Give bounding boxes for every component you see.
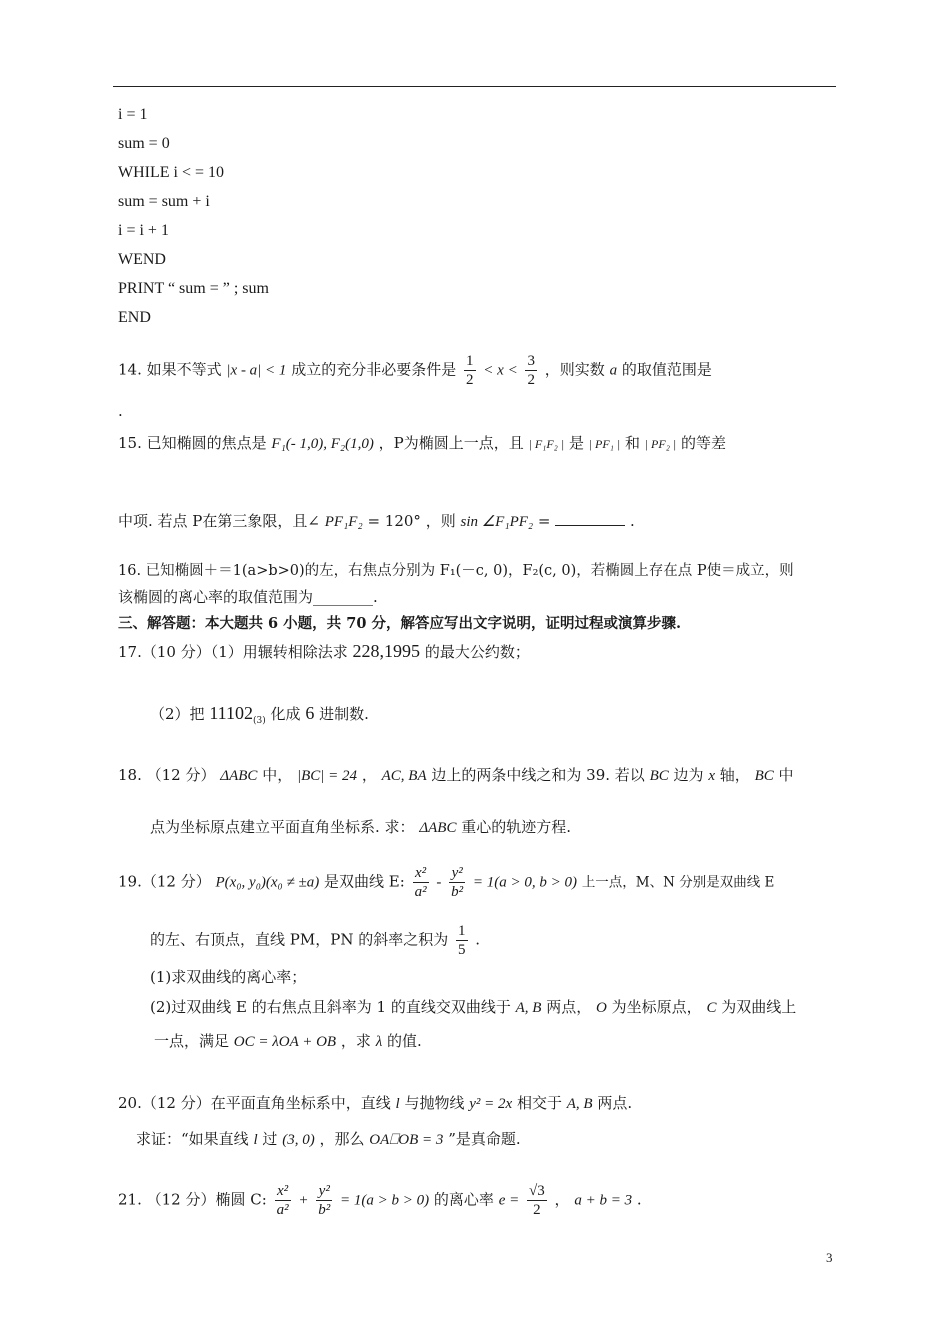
q14-fraction-1: $\frac{1}{2}$ (466, 353, 474, 388)
q19-frac-y: $\frac{\text{y²}}{\text{b²}}$ (451, 865, 464, 900)
q21-condition: = 1(a > b > 0) (340, 1192, 430, 1209)
q15-text-a: 15. 已知椭圆的焦点是 (118, 434, 267, 452)
question-18-line-2 (150, 816, 571, 839)
question-19-part-1: (1)求双曲线的离心率； (150, 968, 307, 986)
q18-bc: |BC| = 24 (296, 768, 358, 784)
question-18-line-1 (118, 764, 794, 787)
q19-text-c: 是双曲线 E: (324, 872, 405, 891)
question-17-line-1 (118, 640, 530, 663)
q14-fraction-2: $\frac{3}{2}$ (527, 353, 535, 388)
q14-inequality: |x - a| < 1 (226, 362, 287, 379)
q15-text-2c: = 120° ，则 (367, 512, 456, 530)
q17-target-base: 6 (305, 703, 315, 723)
q20-text-c: 与抛物线 (404, 1094, 465, 1112)
code-line-8: END (118, 309, 151, 326)
q14-period: . (118, 402, 123, 420)
q15-text-c: ，P为椭圆上一点，且 (378, 434, 524, 452)
q18-text-m: 中 (778, 766, 794, 784)
section-3-heading: 三、解答题：本大题共 6 小题，共 70 分，解答应写出文字说明，证明过程或演算步骤. (118, 615, 682, 632)
q18-comma: ， (361, 766, 377, 784)
q15-pf2: | PF₂ | (644, 437, 677, 451)
q21-text-c: 的离心率 (433, 1190, 494, 1209)
q20-text-2c: 过 (262, 1130, 278, 1148)
q15-text-2a: 中项. 若点 P在第三象限，且∠ (118, 512, 320, 530)
q15-text-e: 是 (568, 434, 584, 452)
q15-foci: F₁(- 1,0), F₂(1,0) (271, 436, 374, 452)
q19-lambda: λ (375, 1034, 383, 1050)
q18-text-a: 18. （12 分） (118, 766, 216, 784)
q17-text-2e: 进制数. (319, 705, 369, 723)
question-19-part-2-line-2 (154, 1030, 422, 1053)
q19-vector-eq: OC = λOA + OB (233, 1034, 337, 1050)
q19-text-5e: 的值. (386, 1032, 422, 1050)
q18-bc-3: BC (754, 768, 774, 784)
q19-ab: A, B (515, 1000, 542, 1016)
question-16-line-1: 16. 已知椭圆＋＝1(a>b>0)的左，右焦点分别为 F₁(－c, 0)，F₂(c, 0)，若椭圆上存在点 P使＝成立，则 (118, 563, 794, 579)
q19-condition: = 1(a > 0, b > 0) (472, 874, 578, 891)
q15-eq: = (537, 512, 556, 530)
q15-answer-blank (555, 511, 625, 526)
q21-sum: a + b = 3 (574, 1192, 633, 1209)
q15-text-g: 和 (624, 434, 640, 452)
q15-sin: sin ∠F₁PF₂ (460, 514, 534, 530)
q17-text-2a: （2）把 (150, 705, 205, 723)
q19-text-4c: 两点， (546, 998, 592, 1016)
q17-text-c: 的最大公约数； (424, 643, 530, 661)
q19-text-2a: 的左、右顶点，直线 PM，PN 的斜率之积为 (150, 930, 449, 949)
q19-text-5c: ，求 (340, 1032, 371, 1050)
q15-angle: PF₁F₂ (324, 514, 363, 530)
code-line-2: sum = 0 (118, 135, 170, 152)
q18-text-g: 边上的两条中线之和为 39. 若以 (431, 766, 645, 784)
q20-text-2a: 求证：“如果直线 (136, 1130, 249, 1148)
q21-period: . (636, 1190, 642, 1209)
q18-text-k: 轴， (719, 766, 750, 784)
question-20-line-1 (118, 1092, 632, 1115)
q15-f1f2: | F₁F₂ | (528, 437, 565, 451)
q18-bc-2: BC (649, 768, 669, 784)
code-line-4: sum = sum + i (118, 193, 210, 210)
q21-comma: ， (554, 1190, 570, 1209)
question-14 (118, 352, 712, 389)
q19-text-4a: (2)过双曲线 E 的右焦点且斜率为 1 的直线交双曲线于 (150, 998, 511, 1016)
header-rule (113, 86, 836, 87)
q19-c: C (706, 1000, 717, 1016)
q14-text-d: ，则实数 (544, 360, 605, 379)
q17-number: 11102 (209, 703, 253, 723)
code-line-5: i = i + 1 (118, 222, 169, 239)
q20-parabola: y² = 2x (469, 1096, 513, 1112)
q18-triangle-2: ΔABC (419, 820, 457, 836)
q21-frac-x: $\frac{\text{x²}}{\text{a²}}$ (276, 1183, 289, 1218)
q21-e: e = (498, 1192, 520, 1209)
question-17-line-2 (150, 702, 369, 732)
q18-text-2a: 点为坐标原点建立平面直角坐标系. 求： (150, 818, 415, 836)
q18-sides: AC, BA (381, 768, 427, 784)
q20-l: l (395, 1096, 400, 1112)
q17-text-a: 17.（10 分）（1）用辗转相除法求 (118, 643, 348, 661)
question-19-line-2 (150, 922, 480, 959)
q20-text-2g: ”是真命题. (448, 1130, 521, 1148)
q19-text-5a: 一点，满足 (154, 1032, 230, 1050)
q21-frac-e: $\frac{√3}{2}$ (529, 1183, 545, 1218)
question-16-line-2: 该椭圆的离心率的取值范围为________. (118, 588, 378, 606)
q19-o: O (596, 1000, 607, 1016)
q20-l-2: l (253, 1132, 258, 1148)
q15-period: . (630, 512, 635, 530)
q19-text-4e: 为坐标原点， (611, 998, 702, 1016)
q20-text-a: 20.（12 分）在平面直角坐标系中，直线 (118, 1094, 391, 1112)
q21-text-a: 21. （12 分）椭圆 C: (118, 1190, 267, 1209)
q14-text-a: 14. 如果不等式 (118, 360, 222, 379)
q19-text-a: 19.（12 分） (118, 872, 211, 891)
q18-triangle: ΔABC (220, 768, 258, 784)
code-line-7: PRINT “ sum = ” ; sum (118, 280, 269, 297)
q19-point: P(x₀, y₀)(x₀ ≠ ±a) (215, 874, 320, 891)
q17-numbers: 228,1995 (352, 641, 421, 661)
question-15-line-2 (118, 510, 635, 533)
q20-text-2e: ，那么 (319, 1130, 365, 1148)
q17-base: (3) (253, 716, 266, 726)
q21-frac-y: $\frac{\text{y²}}{\text{b²}}$ (318, 1183, 331, 1218)
q20-text-e: 相交于 (516, 1094, 562, 1112)
q19-text-4g: 为双曲线上 (721, 998, 797, 1016)
q14-var: a (609, 362, 618, 379)
q17-text-2c: 化成 (270, 705, 301, 723)
code-line-1: i = 1 (118, 106, 148, 123)
q15-pf1: | PF₁ | (588, 437, 621, 451)
q18-text-c: 中， (262, 766, 293, 784)
question-21 (118, 1182, 642, 1219)
question-20-line-2 (136, 1128, 521, 1151)
q20-ab: A, B (566, 1096, 593, 1112)
q19-frac-slope: $\frac{1}{5}$ (458, 923, 466, 958)
q18-text-i: 边为 (673, 766, 704, 784)
q19-frac-x: $\frac{\text{x²}}{\text{a²}}$ (414, 865, 427, 900)
page-number: 3 (826, 1250, 833, 1265)
code-line-6: WEND (118, 251, 166, 268)
code-line-3: WHILE i < = 10 (118, 164, 225, 181)
q18-text-2c: 重心的轨迹方程. (461, 818, 572, 836)
q14-text-c: 成立的充分非必要条件是 (291, 360, 457, 379)
q20-point: (3, 0) (282, 1132, 315, 1148)
question-19-line-1 (118, 864, 774, 901)
question-15-line-1 (118, 432, 726, 455)
q14-lt: < x < (483, 362, 518, 379)
q14-text-e: 的取值范围是 (621, 360, 712, 379)
q19-minus: - (436, 874, 442, 891)
q19-text-e: 上一点，M、N 分别是双曲线 E (581, 874, 775, 891)
q20-dot-product: OA⎕OB = 3 (369, 1132, 444, 1148)
q20-text-g: 两点. (597, 1094, 633, 1112)
question-19-part-2 (150, 996, 796, 1019)
q19-period: . (475, 930, 481, 949)
q15-text-i: 的等差 (680, 434, 726, 452)
q18-x: x (708, 768, 715, 784)
q21-plus: + (298, 1192, 309, 1209)
